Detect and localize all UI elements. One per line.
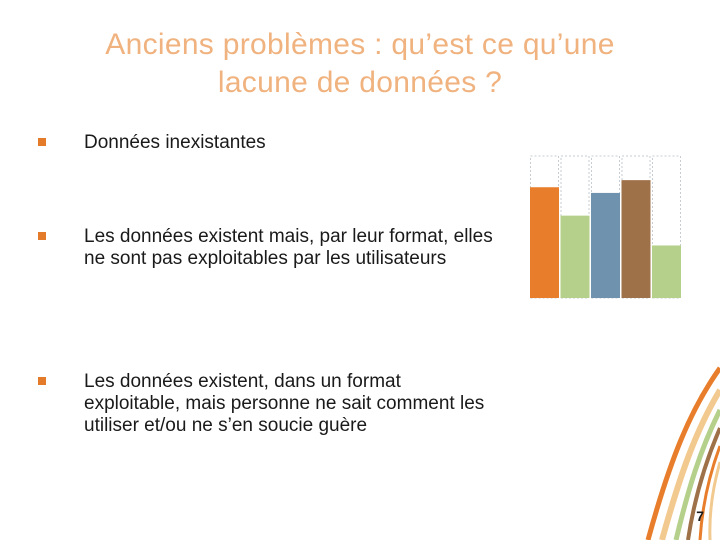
- bar: [561, 216, 590, 298]
- bar: [530, 187, 559, 298]
- bullet-text-2: Les données existent mais, par leur format, elles ne sont pas exploitables par les utilisateurs: [84, 226, 493, 269]
- bullet-text-1: Données inexistantes: [84, 132, 266, 153]
- slide-title: [40, 26, 680, 102]
- slide-title-line-2: lacune de données ?: [217, 66, 503, 99]
- bullet-item-2: [38, 226, 498, 270]
- square-bullet-icon: [38, 232, 46, 240]
- bullet-text-3: Les données existent, dans un format exploitable, mais personne ne sait comment les utiliser et/ou ne s’en soucie guère: [84, 371, 485, 436]
- bar: [652, 245, 681, 298]
- page-number: 7: [696, 508, 704, 524]
- square-bullet-icon: [38, 377, 46, 385]
- slide-title-line-1: Anciens problèmes : qu’est ce qu’une: [105, 28, 615, 61]
- square-bullet-icon: [38, 138, 46, 146]
- bar: [591, 193, 620, 298]
- decorative-bar-chart-illustration: [528, 155, 684, 300]
- bullet-item-1: [38, 132, 498, 154]
- bar: [622, 180, 651, 298]
- bullet-item-3: [38, 371, 498, 437]
